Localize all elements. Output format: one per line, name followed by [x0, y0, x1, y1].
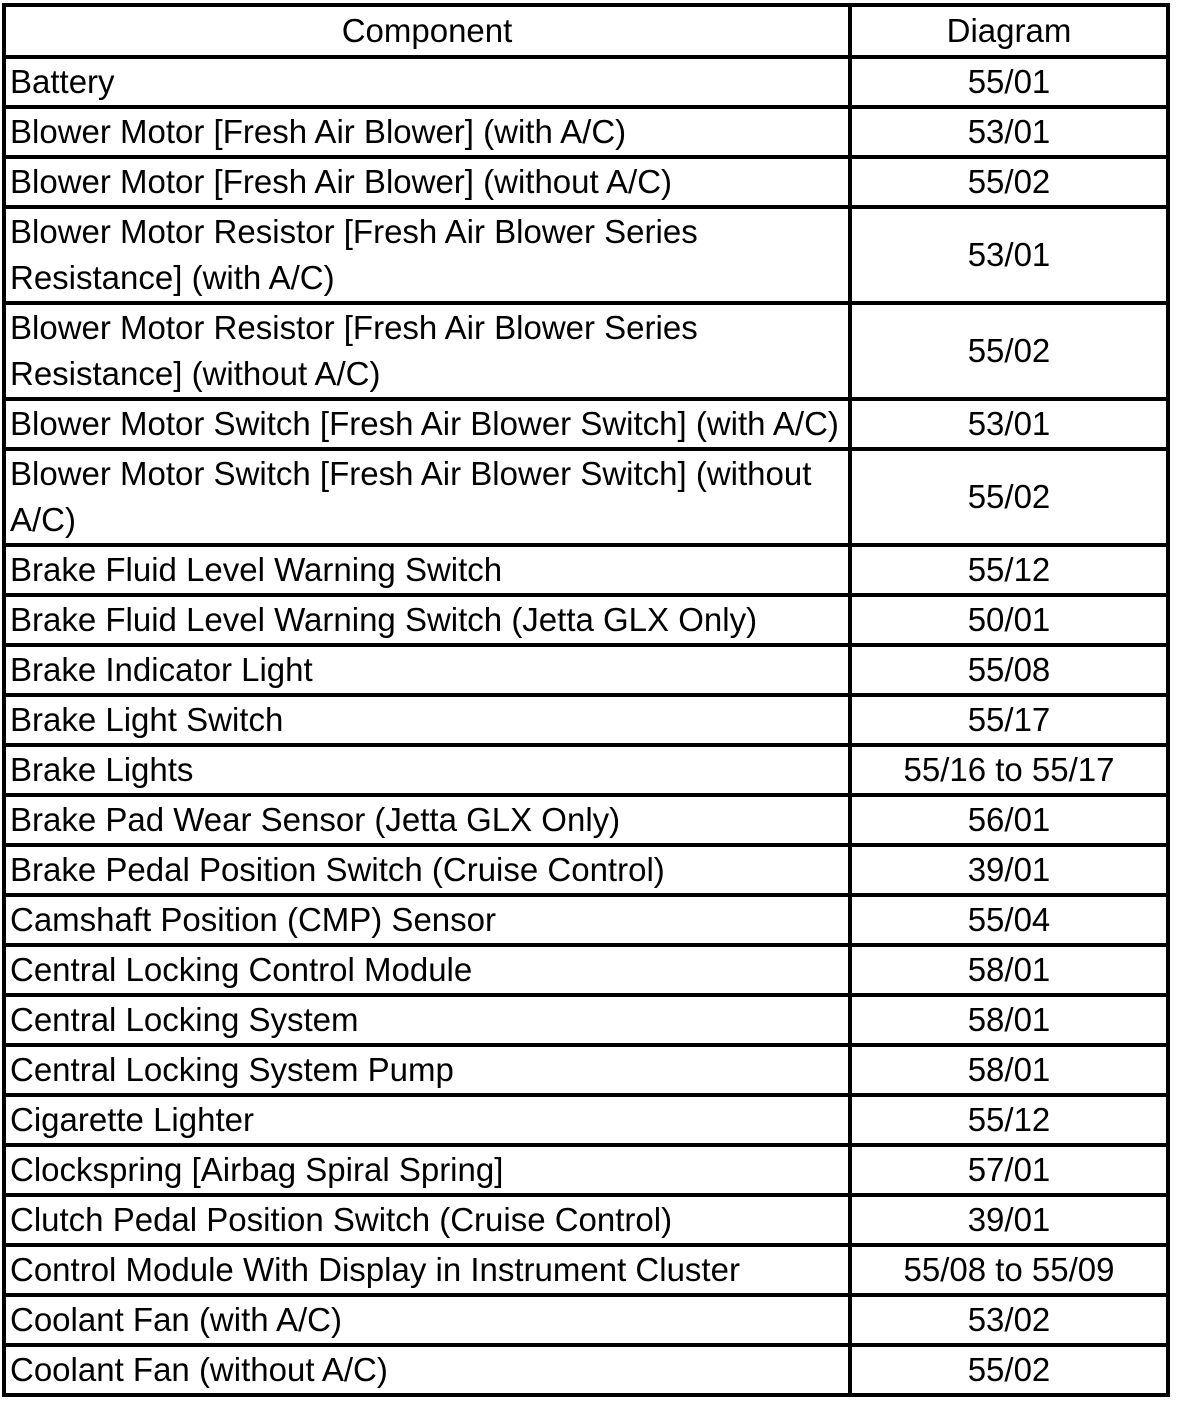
component-cell: Brake Pedal Position Switch (Cruise Control)	[4, 845, 850, 895]
component-cell: Central Locking System Pump	[4, 1045, 850, 1095]
table-row	[4, 1345, 1168, 1395]
component-cell: Blower Motor Switch [Fresh Air Blower Switch] (with A/C)	[4, 399, 850, 449]
table-row	[4, 545, 1168, 595]
table-row	[4, 995, 1168, 1045]
diagram-cell: 50/01	[850, 595, 1168, 645]
component-cell: Central Locking System	[4, 995, 850, 1045]
component-cell: Clockspring [Airbag Spiral Spring]	[4, 1145, 850, 1195]
diagram-cell: 53/02	[850, 1295, 1168, 1345]
table-row	[4, 695, 1168, 745]
table-row	[4, 745, 1168, 795]
table-row	[4, 303, 1168, 399]
table-row	[4, 207, 1168, 303]
table-row	[4, 945, 1168, 995]
header-row	[4, 5, 1168, 57]
table-row	[4, 107, 1168, 157]
component-cell: Blower Motor [Fresh Air Blower] (without A/C)	[4, 157, 850, 207]
component-cell: Brake Light Switch	[4, 695, 850, 745]
table-row	[4, 1045, 1168, 1095]
table-row	[4, 895, 1168, 945]
diagram-cell: 55/08	[850, 645, 1168, 695]
diagram-cell: 55/02	[850, 1345, 1168, 1395]
header-diagram: Diagram	[850, 5, 1168, 57]
component-cell: Blower Motor [Fresh Air Blower] (with A/C)	[4, 107, 850, 157]
header-component: Component	[4, 5, 850, 57]
table-row	[4, 1245, 1168, 1295]
component-cell: Clutch Pedal Position Switch (Cruise Control)	[4, 1195, 850, 1245]
diagram-cell: 55/02	[850, 449, 1168, 545]
component-cell: Brake Pad Wear Sensor (Jetta GLX Only)	[4, 795, 850, 845]
table-row	[4, 845, 1168, 895]
diagram-cell: 39/01	[850, 1195, 1168, 1245]
component-cell: Cigarette Lighter	[4, 1095, 850, 1145]
component-cell: Blower Motor Resistor [Fresh Air Blower Series Resistance] (with A/C)	[4, 207, 850, 303]
diagram-cell: 58/01	[850, 1045, 1168, 1095]
diagram-cell: 39/01	[850, 845, 1168, 895]
diagram-cell: 55/01	[850, 57, 1168, 107]
table-row	[4, 1145, 1168, 1195]
component-cell: Blower Motor Switch [Fresh Air Blower Switch] (without A/C)	[4, 449, 850, 545]
diagram-cell: 55/12	[850, 1095, 1168, 1145]
diagram-cell: 55/04	[850, 895, 1168, 945]
component-cell: Brake Indicator Light	[4, 645, 850, 695]
table-row	[4, 595, 1168, 645]
table-row	[4, 645, 1168, 695]
component-cell: Coolant Fan (with A/C)	[4, 1295, 850, 1345]
diagram-cell: 55/08 to 55/09	[850, 1245, 1168, 1295]
table-row	[4, 157, 1168, 207]
diagram-cell: 53/01	[850, 207, 1168, 303]
diagram-cell: 56/01	[850, 795, 1168, 845]
component-cell: Brake Fluid Level Warning Switch (Jetta GLX Only)	[4, 595, 850, 645]
component-cell: Camshaft Position (CMP) Sensor	[4, 895, 850, 945]
component-cell: Coolant Fan (without A/C)	[4, 1345, 850, 1395]
diagram-cell: 55/12	[850, 545, 1168, 595]
table-body	[4, 57, 1168, 1395]
component-cell: Blower Motor Resistor [Fresh Air Blower Series Resistance] (without A/C)	[4, 303, 850, 399]
table-row	[4, 1095, 1168, 1145]
table-row	[4, 399, 1168, 449]
table-row	[4, 1295, 1168, 1345]
diagram-cell: 55/17	[850, 695, 1168, 745]
component-cell: Battery	[4, 57, 850, 107]
diagram-cell: 53/01	[850, 399, 1168, 449]
component-cell: Control Module With Display in Instrument Cluster	[4, 1245, 850, 1295]
diagram-cell: 55/02	[850, 303, 1168, 399]
component-cell: Brake Fluid Level Warning Switch	[4, 545, 850, 595]
table-row	[4, 795, 1168, 845]
diagram-cell: 57/01	[850, 1145, 1168, 1195]
diagram-cell: 58/01	[850, 945, 1168, 995]
diagram-cell: 58/01	[850, 995, 1168, 1045]
component-cell: Brake Lights	[4, 745, 850, 795]
component-diagram-table	[2, 3, 1170, 1397]
table-row	[4, 449, 1168, 545]
table-row	[4, 57, 1168, 107]
diagram-cell: 53/01	[850, 107, 1168, 157]
diagram-cell: 55/02	[850, 157, 1168, 207]
table-row	[4, 1195, 1168, 1245]
diagram-cell: 55/16 to 55/17	[850, 745, 1168, 795]
component-cell: Central Locking Control Module	[4, 945, 850, 995]
